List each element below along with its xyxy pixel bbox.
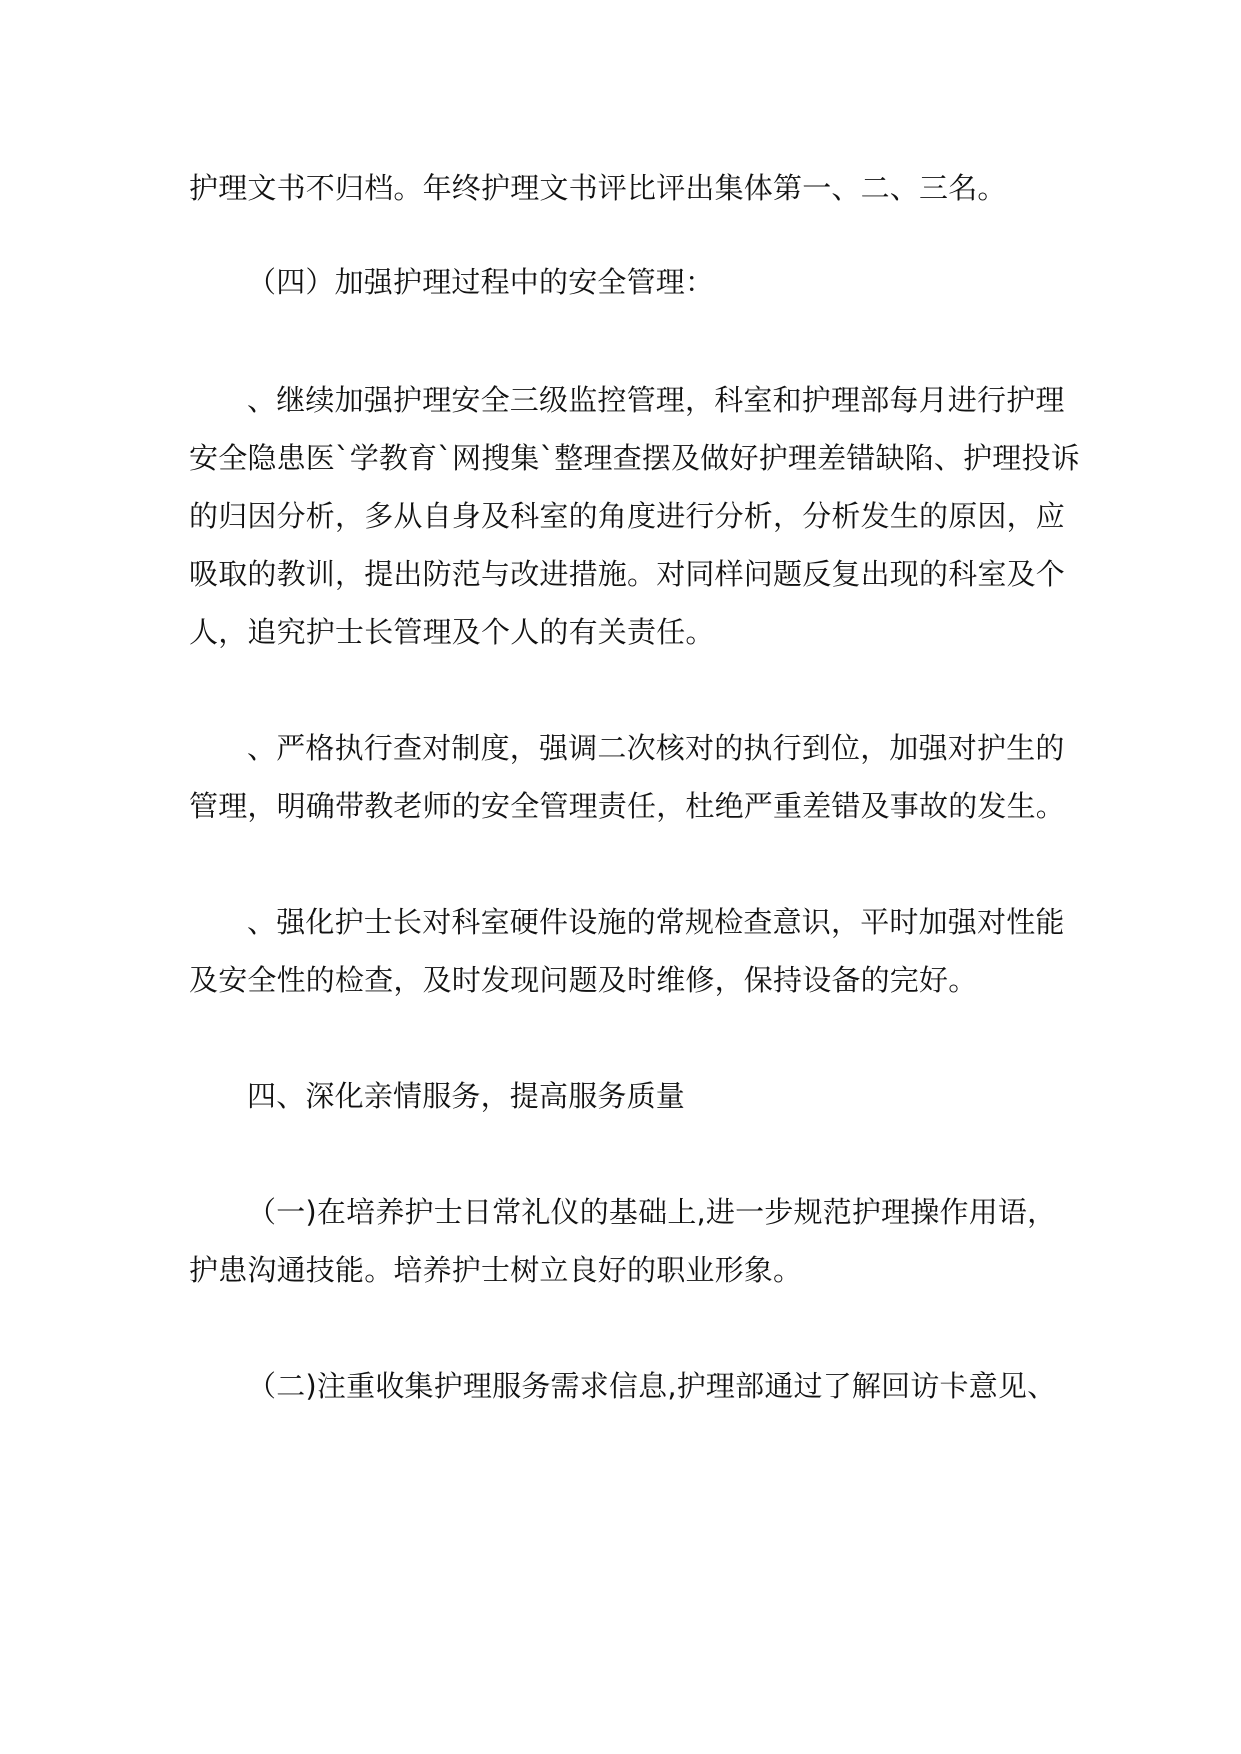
text-line: 安全隐患医`学教育`网搜集`整理查摆及做好护理差错缺陷、护理投诉 xyxy=(189,441,1080,475)
section-heading: 四、深化亲情服务，提高服务质量 xyxy=(247,1079,686,1113)
text-line: 及安全性的检查，及时发现问题及时维修，保持设备的完好。 xyxy=(189,963,978,997)
section-heading: （四）加强护理过程中的安全管理： xyxy=(247,265,715,299)
text-line: 护理文书不归档。年终护理文书评比评出集体第一、二、三名。 xyxy=(189,171,1007,205)
text-line: （一)在培养护士日常礼仪的基础上,进一步规范护理操作用语， xyxy=(247,1195,1057,1229)
text-line: 管理，明确带教老师的安全管理责任，杜绝严重差错及事故的发生。 xyxy=(189,789,1066,823)
text-line: 、继续加强护理安全三级监控管理，科室和护理部每月进行护理 xyxy=(247,383,1065,417)
text-line: 的归因分析，多从自身及科室的角度进行分析，分析发生的原因，应 xyxy=(189,499,1066,533)
text-line: 、严格执行查对制度，强调二次核对的执行到位，加强对护生的 xyxy=(247,731,1065,765)
text-line: 护患沟通技能。培养护士树立良好的职业形象。 xyxy=(189,1253,803,1287)
text-line: 、强化护士长对科室硬件设施的常规检查意识，平时加强对性能 xyxy=(247,905,1065,939)
text-line: 吸取的教训，提出防范与改进措施。对同样问题反复出现的科室及个 xyxy=(189,557,1066,591)
text-line: （二)注重收集护理服务需求信息,护理部通过了解回访卡意见、 xyxy=(247,1369,1057,1403)
text-line: 人，追究护士长管理及个人的有关责任。 xyxy=(189,615,715,649)
